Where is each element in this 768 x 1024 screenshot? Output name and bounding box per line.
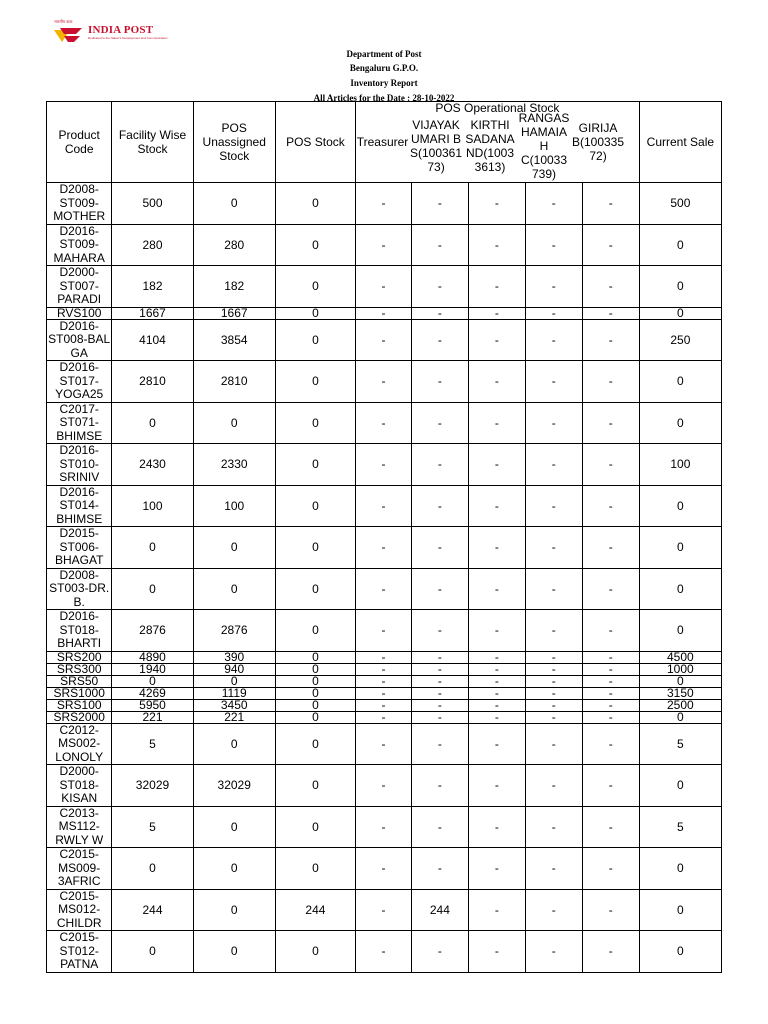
cell-rangas: - xyxy=(525,402,582,444)
cell-current-sale: 0 xyxy=(639,266,721,308)
table-row xyxy=(47,307,722,319)
cell-kirthi: - xyxy=(468,319,525,361)
cell-rangas: - xyxy=(525,224,582,266)
header-kirthi: KIRTHI SADANA ND(1003 3613) xyxy=(465,118,515,174)
cell-treasurer: - xyxy=(356,361,412,403)
header-facility-stock: Facility Wise Stock xyxy=(112,102,193,183)
cell-product-code: D2016-ST017-YOGA25 xyxy=(47,361,112,403)
cell-current-sale: 0 xyxy=(639,931,721,973)
cell-pos-unassigned: 0 xyxy=(193,931,275,973)
cell-facility-stock: 0 xyxy=(112,675,193,687)
table-row xyxy=(47,889,722,931)
cell-girija: - xyxy=(582,568,639,610)
india-post-emblem-icon xyxy=(52,22,86,44)
cell-kirthi: - xyxy=(468,610,525,652)
cell-rangas: - xyxy=(525,319,582,361)
cell-pos-unassigned: 2810 xyxy=(193,361,275,403)
cell-current-sale: 0 xyxy=(639,402,721,444)
header-vijayakumari: VIJAYAK UMARI B S(100361 73) xyxy=(409,118,463,174)
cell-facility-stock: 5 xyxy=(112,806,193,848)
cell-current-sale: 4500 xyxy=(639,651,721,663)
cell-pos-stock: 0 xyxy=(275,527,355,569)
cell-vijayakumari: - xyxy=(411,610,468,652)
cell-girija: - xyxy=(582,675,639,687)
cell-pos-unassigned: 221 xyxy=(193,711,275,723)
cell-treasurer: - xyxy=(356,485,412,527)
cell-product-code: SRS200 xyxy=(47,651,112,663)
header-pos-unassigned: POS Unassigned Stock xyxy=(193,102,275,183)
cell-girija: - xyxy=(582,361,639,403)
cell-kirthi: - xyxy=(468,307,525,319)
brand-name: INDIA POST xyxy=(88,24,154,36)
cell-pos-stock: 0 xyxy=(275,848,355,890)
cell-girija: - xyxy=(582,610,639,652)
cell-rangas: - xyxy=(525,806,582,848)
cell-rangas: - xyxy=(525,723,582,765)
cell-pos-unassigned: 100 xyxy=(193,485,275,527)
table-row xyxy=(47,485,722,527)
cell-vijayakumari: - xyxy=(411,402,468,444)
report-office: Bengaluru G.P.O. xyxy=(349,63,419,73)
cell-treasurer: - xyxy=(356,266,412,308)
cell-vijayakumari: - xyxy=(411,444,468,486)
cell-facility-stock: 221 xyxy=(112,711,193,723)
cell-current-sale: 0 xyxy=(639,568,721,610)
table-row xyxy=(47,663,722,675)
cell-kirthi: - xyxy=(468,699,525,711)
cell-rangas: - xyxy=(525,848,582,890)
table-row xyxy=(47,266,722,308)
cell-facility-stock: 0 xyxy=(112,931,193,973)
cell-current-sale: 0 xyxy=(639,361,721,403)
cell-rangas: - xyxy=(525,183,582,225)
cell-pos-stock: 0 xyxy=(275,266,355,308)
table-row xyxy=(47,402,722,444)
cell-facility-stock: 2876 xyxy=(112,610,193,652)
cell-kirthi: - xyxy=(468,266,525,308)
cell-girija: - xyxy=(582,711,639,723)
cell-facility-stock: 0 xyxy=(112,402,193,444)
brand-hindi: भारतीय डाक xyxy=(54,19,73,24)
cell-product-code: C2015-MS009-3AFRIC xyxy=(47,848,112,890)
cell-current-sale: 250 xyxy=(639,319,721,361)
table-row xyxy=(47,765,722,807)
cell-pos-unassigned: 1667 xyxy=(193,307,275,319)
cell-rangas: - xyxy=(525,663,582,675)
cell-facility-stock: 182 xyxy=(112,266,193,308)
cell-kirthi: - xyxy=(468,663,525,675)
table-row xyxy=(47,651,722,663)
cell-treasurer: - xyxy=(356,610,412,652)
cell-kirthi: - xyxy=(468,848,525,890)
table-row xyxy=(47,319,722,361)
cell-product-code: D2008-ST003-DR. B. xyxy=(47,568,112,610)
cell-current-sale: 1000 xyxy=(639,663,721,675)
cell-kirthi: - xyxy=(468,361,525,403)
cell-current-sale: 0 xyxy=(639,485,721,527)
cell-pos-unassigned: 0 xyxy=(193,675,275,687)
table-row xyxy=(47,527,722,569)
cell-facility-stock: 100 xyxy=(112,485,193,527)
cell-girija: - xyxy=(582,765,639,807)
cell-treasurer: - xyxy=(356,307,412,319)
cell-current-sale: 0 xyxy=(639,307,721,319)
header-pos-stock: POS Stock xyxy=(275,102,355,183)
cell-vijayakumari: - xyxy=(411,651,468,663)
cell-pos-stock: 0 xyxy=(275,651,355,663)
cell-product-code: RVS100 xyxy=(47,307,112,319)
cell-pos-unassigned: 2876 xyxy=(193,610,275,652)
cell-rangas: - xyxy=(525,568,582,610)
cell-vijayakumari: - xyxy=(411,848,468,890)
cell-current-sale: 2500 xyxy=(639,699,721,711)
cell-facility-stock: 2430 xyxy=(112,444,193,486)
cell-girija: - xyxy=(582,224,639,266)
cell-girija: - xyxy=(582,931,639,973)
cell-vijayakumari: - xyxy=(411,307,468,319)
table-row xyxy=(47,687,722,699)
cell-kirthi: - xyxy=(468,675,525,687)
cell-treasurer: - xyxy=(356,699,412,711)
cell-pos-unassigned: 0 xyxy=(193,806,275,848)
cell-facility-stock: 4269 xyxy=(112,687,193,699)
cell-girija: - xyxy=(582,307,639,319)
cell-rangas: - xyxy=(525,931,582,973)
header-pos-operational-group xyxy=(356,102,640,183)
brand-tagline: Dedicated to the Nation's Development and Communication xyxy=(88,36,168,40)
cell-vijayakumari: - xyxy=(411,485,468,527)
cell-vijayakumari: - xyxy=(411,723,468,765)
cell-rangas: - xyxy=(525,610,582,652)
cell-pos-stock: 0 xyxy=(275,931,355,973)
cell-product-code: D2016-ST010-SRINIV xyxy=(47,444,112,486)
cell-pos-unassigned: 1119 xyxy=(193,687,275,699)
cell-girija: - xyxy=(582,485,639,527)
cell-pos-stock: 244 xyxy=(275,889,355,931)
cell-girija: - xyxy=(582,663,639,675)
cell-treasurer: - xyxy=(356,711,412,723)
cell-current-sale: 5 xyxy=(639,723,721,765)
cell-treasurer: - xyxy=(356,224,412,266)
cell-treasurer: - xyxy=(356,527,412,569)
cell-pos-unassigned: 2330 xyxy=(193,444,275,486)
cell-product-code: SRS2000 xyxy=(47,711,112,723)
cell-pos-unassigned: 0 xyxy=(193,402,275,444)
cell-vijayakumari: - xyxy=(411,361,468,403)
cell-kirthi: - xyxy=(468,889,525,931)
cell-pos-stock: 0 xyxy=(275,319,355,361)
cell-pos-unassigned: 32029 xyxy=(193,765,275,807)
cell-current-sale: 0 xyxy=(639,675,721,687)
cell-girija: - xyxy=(582,183,639,225)
cell-pos-stock: 0 xyxy=(275,444,355,486)
inventory-table xyxy=(46,101,722,973)
header-rangas: RANGAS HAMAIA H C(10033 739) xyxy=(518,111,570,181)
cell-treasurer: - xyxy=(356,402,412,444)
cell-rangas: - xyxy=(525,699,582,711)
cell-product-code: D2016-ST018-BHARTI xyxy=(47,610,112,652)
cell-rangas: - xyxy=(525,307,582,319)
cell-current-sale: 0 xyxy=(639,610,721,652)
cell-rangas: - xyxy=(525,687,582,699)
cell-facility-stock: 4890 xyxy=(112,651,193,663)
cell-rangas: - xyxy=(525,765,582,807)
table-row xyxy=(47,675,722,687)
cell-pos-unassigned: 3450 xyxy=(193,699,275,711)
header-product-code: Product Code xyxy=(47,102,112,183)
cell-pos-stock: 0 xyxy=(275,183,355,225)
cell-product-code: C2012-MS002-LONOLY xyxy=(47,723,112,765)
cell-facility-stock: 280 xyxy=(112,224,193,266)
table-row xyxy=(47,848,722,890)
cell-kirthi: - xyxy=(468,765,525,807)
cell-girija: - xyxy=(582,527,639,569)
table-row xyxy=(47,224,722,266)
cell-pos-stock: 0 xyxy=(275,675,355,687)
cell-vijayakumari: - xyxy=(411,931,468,973)
table-row xyxy=(47,699,722,711)
india-post-logo xyxy=(52,19,168,44)
cell-vijayakumari: - xyxy=(411,711,468,723)
cell-pos-stock: 0 xyxy=(275,711,355,723)
cell-vijayakumari: - xyxy=(411,266,468,308)
cell-kirthi: - xyxy=(468,931,525,973)
cell-vijayakumari: - xyxy=(411,699,468,711)
cell-rangas: - xyxy=(525,444,582,486)
cell-kirthi: - xyxy=(468,402,525,444)
cell-pos-stock: 0 xyxy=(275,568,355,610)
cell-current-sale: 0 xyxy=(639,224,721,266)
cell-pos-stock: 0 xyxy=(275,723,355,765)
cell-treasurer: - xyxy=(356,931,412,973)
cell-pos-stock: 0 xyxy=(275,610,355,652)
cell-treasurer: - xyxy=(356,723,412,765)
table-row xyxy=(47,361,722,403)
cell-kirthi: - xyxy=(468,444,525,486)
cell-facility-stock: 1667 xyxy=(112,307,193,319)
table-row xyxy=(47,711,722,723)
cell-product-code: C2017-ST071-BHIMSE xyxy=(47,402,112,444)
cell-facility-stock: 0 xyxy=(112,527,193,569)
cell-current-sale: 0 xyxy=(639,527,721,569)
cell-pos-stock: 0 xyxy=(275,361,355,403)
table-header-row xyxy=(47,102,722,183)
cell-vijayakumari: - xyxy=(411,183,468,225)
cell-girija: - xyxy=(582,889,639,931)
report-title: Inventory Report xyxy=(350,78,418,88)
cell-pos-stock: 0 xyxy=(275,687,355,699)
cell-kirthi: - xyxy=(468,568,525,610)
cell-girija: - xyxy=(582,848,639,890)
cell-rangas: - xyxy=(525,675,582,687)
cell-girija: - xyxy=(582,651,639,663)
cell-product-code: D2008-ST009-MOTHER xyxy=(47,183,112,225)
table-row xyxy=(47,723,722,765)
cell-pos-stock: 0 xyxy=(275,485,355,527)
cell-girija: - xyxy=(582,699,639,711)
cell-facility-stock: 5 xyxy=(112,723,193,765)
cell-current-sale: 0 xyxy=(639,848,721,890)
cell-pos-unassigned: 0 xyxy=(193,723,275,765)
cell-treasurer: - xyxy=(356,319,412,361)
cell-vijayakumari: - xyxy=(411,663,468,675)
cell-vijayakumari: - xyxy=(411,527,468,569)
cell-product-code: D2015-ST006-BHAGAT xyxy=(47,527,112,569)
cell-rangas: - xyxy=(525,527,582,569)
cell-product-code: D2000-ST007-PARADI xyxy=(47,266,112,308)
cell-kirthi: - xyxy=(468,651,525,663)
report-date: All Articles for the Date : 28-10-2022 xyxy=(313,93,455,103)
cell-pos-stock: 0 xyxy=(275,663,355,675)
table-row xyxy=(47,568,722,610)
cell-product-code: SRS300 xyxy=(47,663,112,675)
cell-treasurer: - xyxy=(356,848,412,890)
cell-product-code: D2016-ST009-MAHARA xyxy=(47,224,112,266)
cell-pos-unassigned: 3854 xyxy=(193,319,275,361)
cell-facility-stock: 5950 xyxy=(112,699,193,711)
cell-vijayakumari: 244 xyxy=(411,889,468,931)
header-current-sale: Current Sale xyxy=(639,102,721,183)
cell-treasurer: - xyxy=(356,444,412,486)
cell-kirthi: - xyxy=(468,183,525,225)
cell-facility-stock: 500 xyxy=(112,183,193,225)
cell-pos-stock: 0 xyxy=(275,307,355,319)
cell-facility-stock: 0 xyxy=(112,848,193,890)
cell-pos-unassigned: 0 xyxy=(193,568,275,610)
cell-product-code: D2000-ST018-KISAN xyxy=(47,765,112,807)
table-row xyxy=(47,931,722,973)
header-girija: GIRIJA B(100335 72) xyxy=(571,121,625,163)
cell-kirthi: - xyxy=(468,687,525,699)
cell-facility-stock: 32029 xyxy=(112,765,193,807)
cell-facility-stock: 2810 xyxy=(112,361,193,403)
cell-treasurer: - xyxy=(356,663,412,675)
cell-pos-stock: 0 xyxy=(275,806,355,848)
cell-kirthi: - xyxy=(468,527,525,569)
cell-rangas: - xyxy=(525,889,582,931)
cell-girija: - xyxy=(582,266,639,308)
cell-kirthi: - xyxy=(468,806,525,848)
cell-vijayakumari: - xyxy=(411,675,468,687)
cell-girija: - xyxy=(582,319,639,361)
inventory-rows xyxy=(47,183,722,973)
header-group-label: POS Operational Stock xyxy=(435,101,560,115)
report-department: Department of Post xyxy=(346,49,422,59)
cell-pos-stock: 0 xyxy=(275,224,355,266)
cell-pos-stock: 0 xyxy=(275,402,355,444)
cell-treasurer: - xyxy=(356,806,412,848)
cell-kirthi: - xyxy=(468,224,525,266)
cell-kirthi: - xyxy=(468,723,525,765)
cell-product-code: C2015-ST012-PATNA xyxy=(47,931,112,973)
cell-product-code: SRS100 xyxy=(47,699,112,711)
table-row xyxy=(47,806,722,848)
cell-current-sale: 5 xyxy=(639,806,721,848)
cell-kirthi: - xyxy=(468,485,525,527)
cell-current-sale: 100 xyxy=(639,444,721,486)
table-row xyxy=(47,444,722,486)
cell-girija: - xyxy=(582,806,639,848)
cell-treasurer: - xyxy=(356,183,412,225)
cell-pos-stock: 0 xyxy=(275,699,355,711)
cell-rangas: - xyxy=(525,266,582,308)
cell-vijayakumari: - xyxy=(411,806,468,848)
cell-treasurer: - xyxy=(356,765,412,807)
cell-facility-stock: 1940 xyxy=(112,663,193,675)
cell-current-sale: 3150 xyxy=(639,687,721,699)
cell-pos-unassigned: 182 xyxy=(193,266,275,308)
cell-rangas: - xyxy=(525,651,582,663)
cell-vijayakumari: - xyxy=(411,319,468,361)
cell-current-sale: 0 xyxy=(639,889,721,931)
cell-pos-unassigned: 280 xyxy=(193,224,275,266)
cell-rangas: - xyxy=(525,361,582,403)
cell-facility-stock: 4104 xyxy=(112,319,193,361)
cell-product-code: SRS50 xyxy=(47,675,112,687)
cell-product-code: C2013-MS112-RWLY W xyxy=(47,806,112,848)
table-row xyxy=(47,183,722,225)
cell-product-code: D2016-ST008-BAL GA xyxy=(48,319,111,360)
cell-pos-unassigned: 940 xyxy=(193,663,275,675)
cell-current-sale: 0 xyxy=(639,711,721,723)
cell-kirthi: - xyxy=(468,711,525,723)
table-row xyxy=(47,610,722,652)
cell-vijayakumari: - xyxy=(411,765,468,807)
cell-rangas: - xyxy=(525,711,582,723)
cell-pos-unassigned: 390 xyxy=(193,651,275,663)
cell-pos-unassigned: 0 xyxy=(193,527,275,569)
header-treasurer: Treasurer xyxy=(356,135,409,149)
cell-vijayakumari: - xyxy=(411,224,468,266)
cell-pos-unassigned: 0 xyxy=(193,183,275,225)
cell-pos-unassigned: 0 xyxy=(193,848,275,890)
cell-girija: - xyxy=(582,687,639,699)
cell-vijayakumari: - xyxy=(411,568,468,610)
cell-treasurer: - xyxy=(356,651,412,663)
cell-current-sale: 0 xyxy=(639,765,721,807)
cell-product-code: C2015-MS012-CHILDR xyxy=(47,889,112,931)
cell-treasurer: - xyxy=(356,568,412,610)
cell-treasurer: - xyxy=(356,675,412,687)
cell-product-code: SRS1000 xyxy=(47,687,112,699)
cell-pos-unassigned: 0 xyxy=(193,889,275,931)
cell-facility-stock: 244 xyxy=(112,889,193,931)
cell-girija: - xyxy=(582,444,639,486)
cell-current-sale: 500 xyxy=(639,183,721,225)
cell-facility-stock: 0 xyxy=(112,568,193,610)
cell-product-code: D2016-ST014-BHIMSE xyxy=(47,485,112,527)
cell-girija: - xyxy=(582,402,639,444)
cell-girija: - xyxy=(582,723,639,765)
cell-rangas: - xyxy=(525,485,582,527)
cell-pos-stock: 0 xyxy=(275,765,355,807)
cell-vijayakumari: - xyxy=(411,687,468,699)
cell-treasurer: - xyxy=(356,889,412,931)
cell-treasurer: - xyxy=(356,687,412,699)
